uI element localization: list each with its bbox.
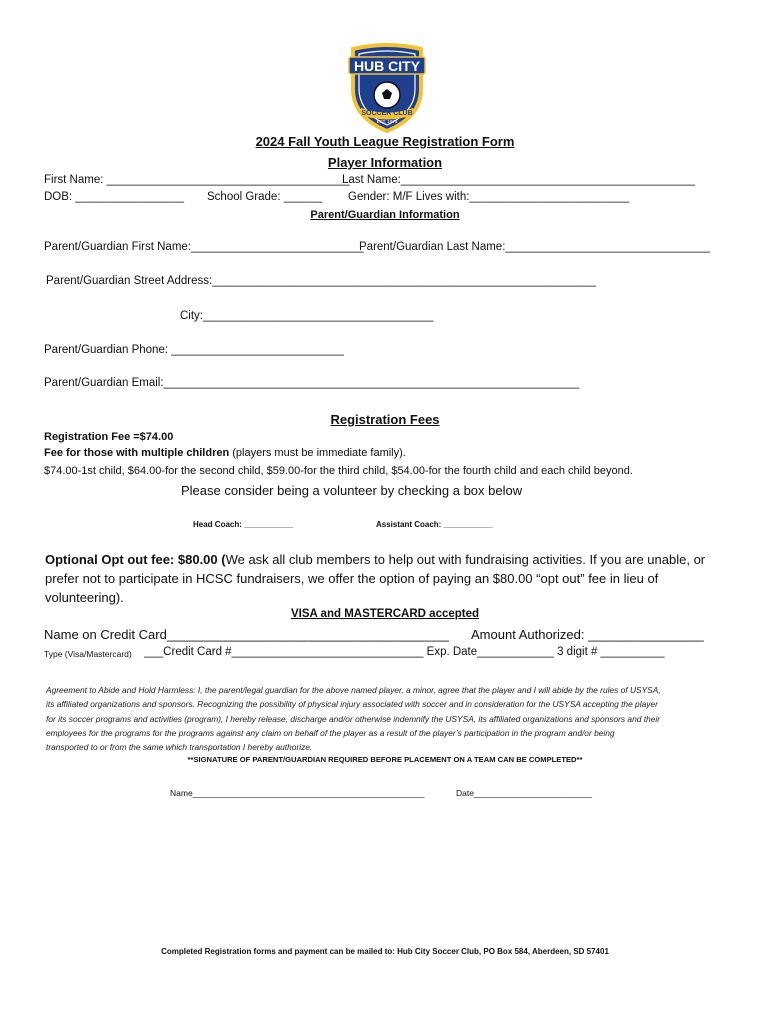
agreement-line: employees for the programs for the programs against any claim on behalf of the player as a result of the player’s participation in the program and/or being bbox=[46, 727, 615, 738]
first-name-field[interactable]: First Name: ______________________________________ bbox=[44, 174, 350, 186]
agreement-line: for its soccer programs and activities (program), I hereby release, discharge and/or otherwise indemnify the USYSA, its affiliated organizations and sponsors and their bbox=[46, 713, 661, 724]
agreement-line: transported to or from the same which transportation I hereby authorize. bbox=[46, 742, 313, 753]
optout-line-2: prefer not to participate in HCSC fundraisers, we offer the option of paying an $80.00 “opt out” fee in lieu of bbox=[45, 571, 659, 586]
card-type-label: Type (Visa/Mastercard) bbox=[44, 649, 132, 659]
registration-fee-label: Registration Fee =$74.00 bbox=[44, 431, 174, 443]
multiple-children-rest: (players must be immediate family). bbox=[229, 447, 406, 459]
agreement-line: its affiliated organizations and sponsors. Recognizing the possibility of physical injury associated with soccer and in consideration for the USYSA accepting the player bbox=[46, 699, 658, 710]
guardian-last-name-field[interactable]: Parent/Guardian Last Name:________________________________ bbox=[359, 241, 711, 253]
volunteer-prompt: Please consider being a volunteer by checking a box below bbox=[181, 483, 523, 498]
optout-line-1 bbox=[45, 552, 705, 567]
form-title: 2024 Fall Youth League Registration Form bbox=[255, 134, 515, 149]
multiple-children-bold: Fee for those with multiple children bbox=[44, 447, 230, 459]
gender-lives-with-field[interactable]: Gender: M/F Lives with:_________________________ bbox=[348, 191, 630, 203]
credit-card-fields[interactable]: ___Credit Card #______________________________ Exp. Date____________ 3 digit # __________ bbox=[144, 646, 665, 658]
multiple-children-note bbox=[44, 447, 406, 459]
last-name-field[interactable]: Last Name:______________________________________________ bbox=[342, 174, 696, 186]
signature-name-field[interactable]: Name_________________________________________________ bbox=[170, 788, 425, 798]
guardian-street-field[interactable]: Parent/Guardian Street Address:____________________________________________________________ bbox=[46, 275, 596, 287]
school-grade-field[interactable]: School Grade: ______ bbox=[207, 191, 323, 203]
section-player-information: Player Information bbox=[327, 155, 443, 170]
guardian-first-name-field[interactable]: Parent/Guardian First Name:___________________________ bbox=[44, 241, 364, 253]
signature-date-field[interactable]: Date_________________________ bbox=[456, 788, 593, 798]
guardian-phone-field[interactable]: Parent/Guardian Phone: ___________________________ bbox=[44, 344, 344, 356]
optout-text-1: We ask all club members to help out with fundraising activities. If you are unable, or bbox=[225, 552, 706, 567]
head-coach-checkbox[interactable]: Head Coach: ___________ bbox=[193, 520, 294, 529]
mailing-address: Completed Registration forms and payment can be mailed to: Hub City Soccer Club, PO Box 584, Aberdeen, SD 57401 bbox=[161, 947, 609, 956]
agreement-line: Agreement to Abide and Hold Harmless: I, the parent/legal guardian for the above named player, a minor, agree that the player and I will abide by the rules of USYSA, bbox=[46, 685, 661, 695]
amount-authorized-field[interactable]: Amount Authorized: ________________ bbox=[471, 627, 704, 642]
guardian-city-field[interactable]: City:____________________________________ bbox=[180, 310, 434, 322]
dob-field[interactable]: DOB: _________________ bbox=[44, 191, 185, 203]
hub-city-soccer-club-logo bbox=[345, 43, 429, 133]
section-guardian-information: Parent/Guardian Information bbox=[310, 209, 460, 221]
signature-notice: **SIGNATURE OF PARENT/GUARDIAN REQUIRED BEFORE PLACEMENT ON A TEAM CAN BE COMPLETED** bbox=[187, 755, 583, 764]
optout-fee-label: Optional Opt out fee: $80.00 ( bbox=[45, 552, 226, 567]
logo-est: EST. 1979 bbox=[376, 119, 398, 124]
logo-subtitle: SOCCER CLUB bbox=[361, 110, 413, 117]
assistant-coach-checkbox[interactable]: Assistant Coach: ___________ bbox=[376, 520, 493, 529]
fee-schedule: $74.00-1st child, $64.00-for the second child, $59.00-for the third child, $54.00-for the fourth child and each child beyond. bbox=[44, 465, 633, 477]
section-registration-fees: Registration Fees bbox=[330, 412, 440, 427]
guardian-email-field[interactable]: Parent/Guardian Email:_________________________________________________________________ bbox=[44, 377, 580, 389]
logo-title: HUB CITY bbox=[353, 58, 421, 74]
optout-line-3: volunteering). bbox=[45, 590, 124, 605]
cards-accepted: VISA and MASTERCARD accepted bbox=[290, 608, 480, 620]
name-on-card-field[interactable]: Name on Credit Card_______________________________________ bbox=[44, 627, 449, 642]
agreement-text bbox=[46, 683, 736, 754]
